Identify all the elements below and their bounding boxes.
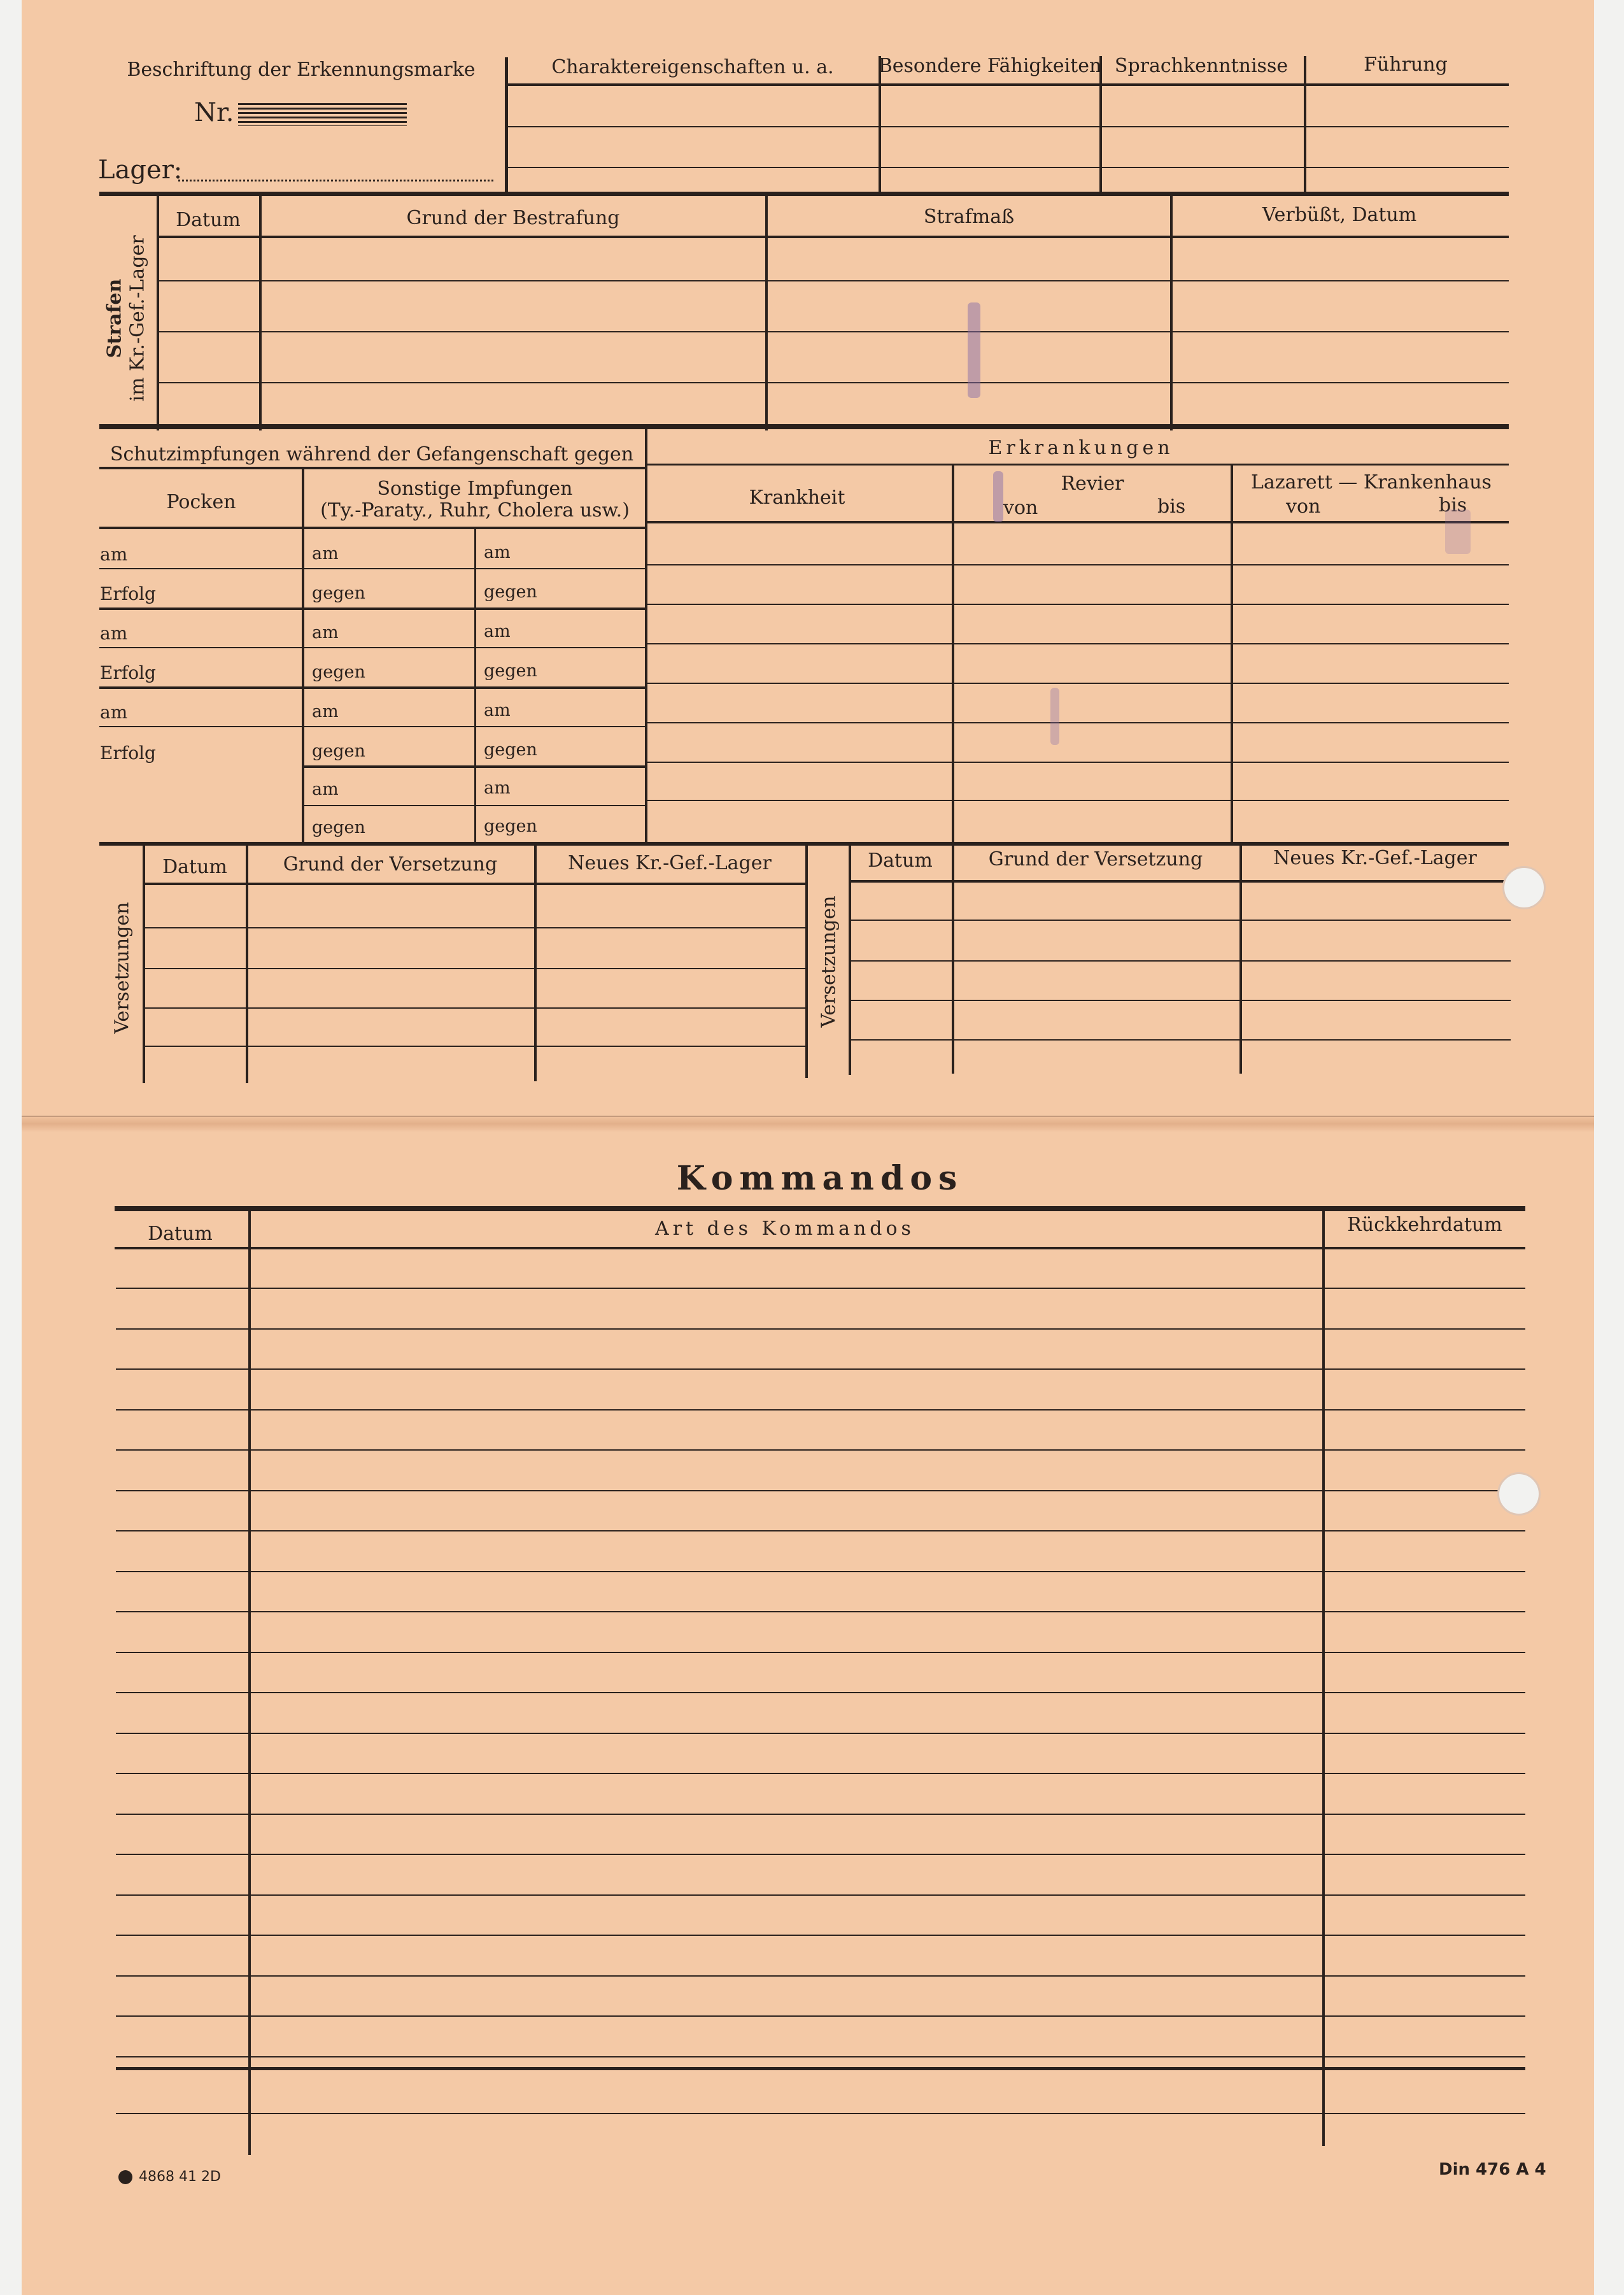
fuehrung-header: Führung: [1364, 53, 1448, 76]
kommandos-row-line: [116, 1449, 1525, 1451]
kommandos-row-line: [116, 1975, 1525, 1977]
pocken-am: am: [100, 544, 128, 565]
vers-header-line: [849, 880, 1511, 883]
stamp-mark: [1050, 688, 1059, 745]
section-border: [99, 192, 1509, 196]
kommandos-col-line: [248, 1210, 251, 2155]
kommandos-row-line: [116, 1733, 1525, 1734]
strafen-row-line: [157, 382, 1509, 383]
stamp-mark: [993, 471, 1003, 522]
grund-bestrafung-header: Grund der Bestrafung: [406, 207, 620, 229]
vers-col-line: [246, 846, 248, 1083]
vers-col-line: [805, 846, 808, 1078]
kommandos-row-line: [116, 1490, 1525, 1491]
strafen-col-line: [765, 196, 768, 430]
strafen-sublabel: im Kr.-Gef.-Lager: [126, 235, 149, 402]
impf-am: am: [484, 543, 511, 562]
revier-von: von: [1003, 497, 1038, 519]
top-col-line: [1304, 56, 1306, 193]
kommandos-row-line: [116, 2056, 1525, 2057]
impf-gegen: gegen: [484, 661, 537, 681]
erkrankungen-title: Erkrankungen: [988, 437, 1174, 459]
kommandos-row-line: [116, 2113, 1525, 2114]
impf-title-line: [99, 467, 645, 469]
vers-row-line: [849, 1000, 1511, 1001]
krankheit-header: Krankheit: [749, 487, 845, 509]
lager-field[interactable]: [178, 180, 493, 181]
printer-mark-icon: [118, 2170, 132, 2184]
erkr-row-line: [647, 643, 1509, 644]
kommandos-header-line: [115, 1247, 1525, 1249]
kommandos-row-line: [116, 1814, 1525, 1815]
impf-row-line: [302, 765, 645, 768]
sonstige-header: Sonstige Impfungen: [377, 478, 573, 500]
revier-bis: bis: [1157, 495, 1186, 518]
vers-row-line: [849, 1039, 1511, 1041]
kommandos-art-header: Art des Kommandos: [655, 1218, 915, 1240]
impf-am: am: [312, 779, 339, 799]
print-code: 4868 41 2D: [139, 2169, 221, 2185]
lager-label: Lager:: [98, 155, 183, 185]
impf-row-line: [99, 608, 645, 610]
impf-am: am: [312, 702, 339, 721]
erkr-row-line: [647, 604, 1509, 605]
pocken-header: Pocken: [166, 491, 236, 513]
kommandos-row-line: [116, 1935, 1525, 1936]
vers-row-line: [849, 920, 1511, 921]
impf-gegen: gegen: [312, 741, 365, 761]
punch-hole: [1497, 1472, 1541, 1516]
impf-gegen: gegen: [312, 818, 365, 837]
impf-am: am: [312, 544, 339, 564]
impf-header-line: [99, 527, 645, 529]
impf-gegen: gegen: [484, 816, 537, 836]
top-header-line: [505, 83, 1509, 86]
strafen-row-line: [157, 280, 1509, 281]
kommandos-row-line: [116, 1611, 1525, 1612]
nr-field[interactable]: [238, 103, 407, 126]
lazarett-header: Lazarett — Krankenhaus: [1251, 471, 1492, 494]
kommandos-thick-line: [116, 2067, 1525, 2070]
impf-gegen: gegen: [484, 582, 537, 602]
vers-grund-header: Grund der Versetzung: [283, 853, 498, 876]
impf-gegen: gegen: [312, 662, 365, 682]
charakter-header: Charaktereigenschaften u. a.: [551, 56, 834, 78]
kommandos-top-border: [115, 1206, 1525, 1211]
pocken-am: am: [100, 623, 128, 644]
kommandos-row-line: [116, 1288, 1525, 1289]
vers-lager-header: Neues Kr.-Gef.-Lager: [1273, 847, 1477, 869]
sonstige-subheader: (Ty.-Paraty., Ruhr, Cholera usw.): [320, 499, 630, 522]
top-row-line: [508, 126, 1509, 127]
vers-grund-header: Grund der Versetzung: [988, 848, 1203, 870]
kommandos-row-line: [116, 1652, 1525, 1653]
vers-header-line: [143, 883, 805, 885]
vers-datum-header: Datum: [868, 849, 933, 872]
sprachkenntnisse-header: Sprachkenntnisse: [1114, 55, 1289, 77]
versetzungen-label-right: Versetzungen: [817, 895, 840, 1028]
stamp-mark: [968, 302, 980, 398]
kommandos-row-line: [116, 1530, 1525, 1531]
vers-row-line: [143, 1046, 805, 1047]
kommandos-col-line: [1322, 1207, 1325, 2146]
strafen-header-line: [157, 236, 1509, 238]
pocken-erfolg: Erfolg: [100, 742, 156, 764]
impf-am: am: [484, 778, 511, 798]
pocken-erfolg: Erfolg: [100, 583, 156, 604]
impf-gegen: gegen: [484, 740, 537, 760]
impf-erkr-divider: [645, 429, 647, 842]
erkr-row-line: [647, 683, 1509, 684]
kommandos-title: Kommandos: [676, 1159, 964, 1198]
erkr-title-line: [647, 464, 1509, 465]
kommandos-row-line: [116, 1409, 1525, 1410]
kommandos-row-line: [116, 1894, 1525, 1896]
erkr-row-line: [647, 762, 1509, 763]
pocken-am: am: [100, 702, 128, 723]
kommandos-datum-header: Datum: [148, 1223, 213, 1245]
erkr-row-line: [647, 800, 1509, 801]
strafen-col-line: [157, 196, 159, 430]
impf-col-line: [302, 469, 304, 845]
impf-am: am: [484, 700, 511, 720]
lazarett-bis: bis: [1439, 494, 1467, 516]
kommandos-row-line: [116, 1328, 1525, 1330]
section-border: [99, 424, 1509, 429]
lazarett-von: von: [1286, 495, 1321, 518]
strafen-datum-header: Datum: [176, 209, 241, 231]
strafen-label: Strafen: [103, 278, 126, 359]
erkr-header-line: [647, 521, 1509, 523]
stamp-mark: [1445, 509, 1471, 554]
vers-row-line: [143, 968, 805, 969]
vers-row-line: [143, 1007, 805, 1009]
nr-label: Nr.: [194, 98, 234, 127]
fold-crease: [22, 1116, 1594, 1132]
strafen-col-line: [1170, 196, 1173, 430]
vers-datum-header: Datum: [162, 856, 227, 878]
impf-row-line: [99, 686, 645, 689]
form-sheet: [22, 0, 1594, 2295]
erkr-row-line: [647, 564, 1509, 565]
verbuesst-header: Verbüßt, Datum: [1262, 204, 1417, 226]
kommandos-row-line: [116, 1854, 1525, 1855]
kommandos-row-line: [116, 1368, 1525, 1370]
kommandos-row-line: [116, 1571, 1525, 1572]
impf-gegen: gegen: [312, 583, 365, 603]
beschriftung-label: Beschriftung der Erkennungsmarke: [127, 59, 476, 81]
impfungen-title: Schutzimpfungen während der Gefangenschaft gegen: [109, 443, 634, 465]
impf-am: am: [484, 622, 511, 641]
impf-am: am: [312, 623, 339, 643]
impf-row-line: [99, 568, 645, 569]
strafmass-header: Strafmaß: [923, 206, 1015, 228]
strafen-row-line: [157, 331, 1509, 332]
kommandos-row-line: [116, 1692, 1525, 1693]
top-row-line: [508, 167, 1509, 168]
vers-row-line: [143, 927, 805, 928]
faehigkeiten-header: Besondere Fähigkeiten: [878, 55, 1102, 77]
strafen-col-line: [259, 196, 262, 430]
din-format: Din 476 A 4: [1439, 2160, 1546, 2179]
revier-header: Revier: [1061, 472, 1124, 495]
impf-row-line: [99, 726, 645, 727]
erkr-row-line: [647, 722, 1509, 723]
versetzungen-label-left: Versetzungen: [111, 902, 134, 1034]
section-border: [99, 842, 1509, 846]
kommandos-rueckkehr-header: Rückkehrdatum: [1347, 1214, 1502, 1236]
impf-row-line: [302, 805, 645, 806]
kommandos-row-line: [116, 1773, 1525, 1774]
pocken-erfolg: Erfolg: [100, 662, 156, 683]
vers-lager-header: Neues Kr.-Gef.-Lager: [568, 852, 772, 874]
punch-hole: [1502, 866, 1546, 909]
impf-row-line: [99, 647, 645, 648]
kommandos-row-line: [116, 2015, 1525, 2017]
vers-col-line: [143, 846, 145, 1083]
vers-row-line: [849, 960, 1511, 962]
